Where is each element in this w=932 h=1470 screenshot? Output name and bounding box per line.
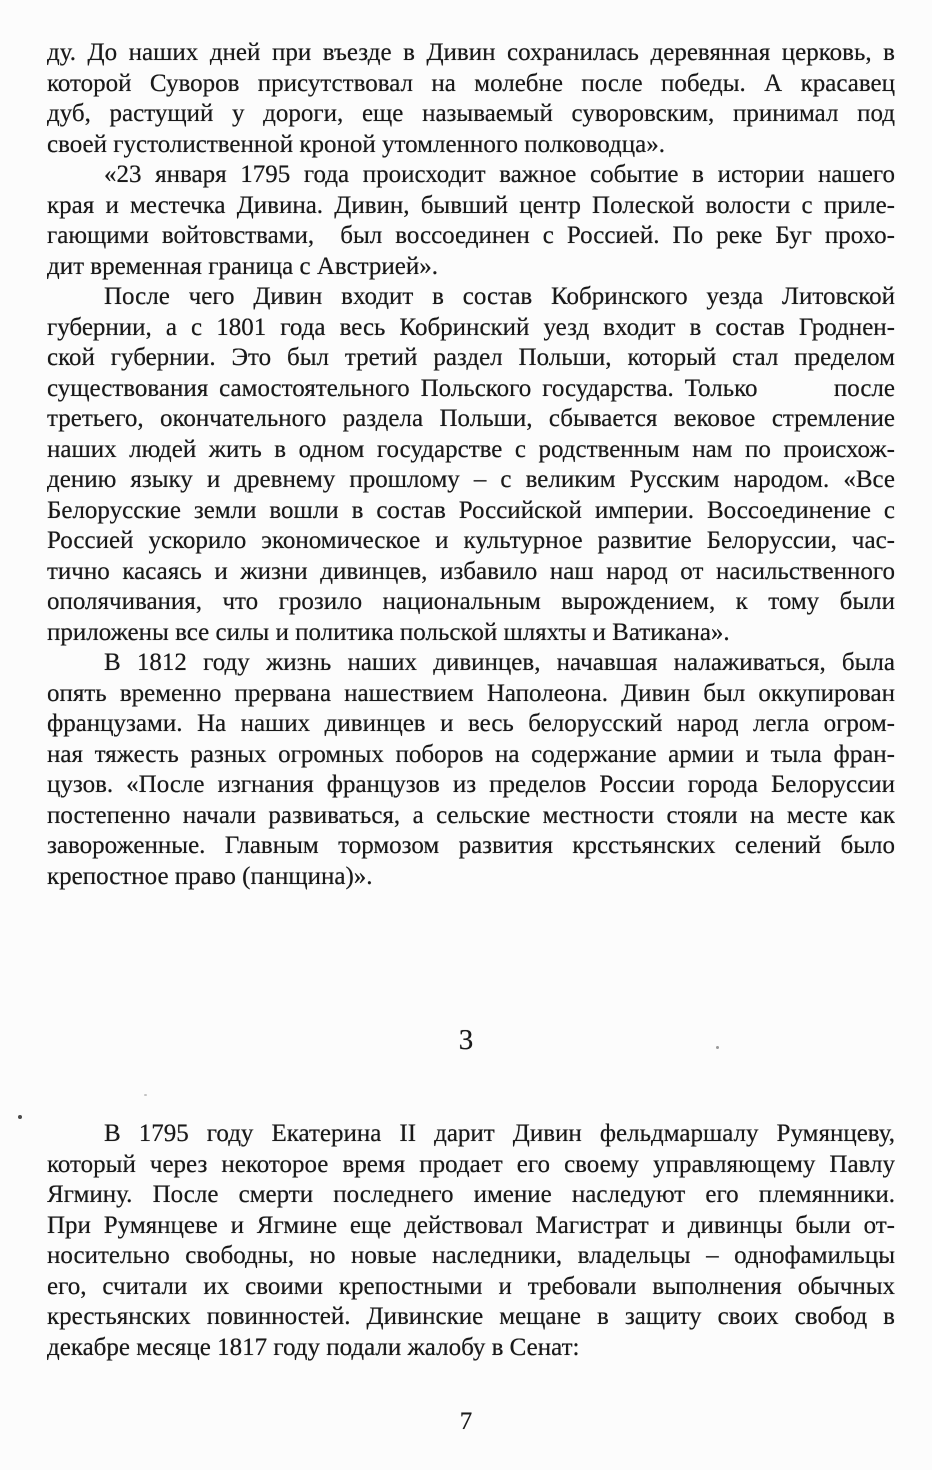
scan-speck [18, 1115, 22, 1119]
text-line: крестьянских повинностей. Дивинские мещане в защиту своих свобод в [47, 1303, 895, 1330]
text-line: При Румянцеве и Ягмине еще действовал Магистрат и дивинцы были от- [47, 1211, 895, 1239]
text-line: крепостное право (панщина)». [47, 862, 373, 890]
scan-speck [144, 1094, 147, 1096]
text-line: дению языку и древнему прошлому – с великим Русским народом. «Все [47, 466, 895, 493]
text-line: дит временная граница с Австрией». [47, 252, 439, 280]
text-line: края и местечка Дивина. Дивин, бывший центр Полеской волости с приле- [47, 191, 895, 219]
text-line: третьего, окончательного раздела Польши, сбывается вековое стремление [47, 405, 895, 432]
text-line: которой Суворов присутствовал на молебне после победы. А красавец [47, 69, 895, 97]
text-line: Белорусские земли вошли в состав Российской империи. Воссоединение с [47, 496, 895, 524]
text-line: декабре месяце 1817 году подали жалобу в Сенат: [47, 1333, 580, 1361]
text-line: В 1812 году жизнь наших дивинцев, начавшая налаживаться, была [104, 649, 895, 676]
text-line: ная тяжесть разных огромных поборов на содержание армии и тыла фран- [47, 740, 895, 768]
text-line: существования самостоятельного Польского государства. Только после [47, 374, 895, 402]
text-line: наших людей жить в одном государстве с родственным нам по происхож- [47, 435, 895, 463]
text-line: ской губернии. Это был третий раздел Польши, который стал пределом [47, 344, 895, 371]
text-line: французами. На наших дивинцев и весь белорусский народ легла огром- [47, 710, 895, 737]
text-line: постепенно начали развиваться, а сельские местности стояли на месте как [47, 801, 895, 829]
text-line: губернии, а с 1801 года весь Кобринский уезд входит в состав Гроднен- [47, 313, 895, 341]
text-line: цузов. «После изгнания французов из пределов России города Белоруссии [47, 771, 895, 798]
text-line: дуб, растущий у дороги, еще называемый суворовским, принимал под [47, 100, 895, 127]
text-line: который через некоторое время продает его своему управляющему Павлу [47, 1150, 895, 1178]
text-line: приложены все силы и политика польской шляхты и Ватикана». [47, 618, 730, 646]
body-text-lower [47, 1119, 895, 1363]
text-line: «23 января 1795 года происходит важное событие в истории нашего [104, 161, 895, 188]
text-line: гающими войтовствами, был воссоединен с Россией. По реке Буг прохо- [47, 222, 895, 249]
page-number: 7 [459, 1408, 473, 1435]
section-heading: 3 [458, 1024, 474, 1056]
text-line: опять временно прервана нашествием Наполеона. Дивин был оккупирован [47, 679, 895, 707]
text-line: ду. До наших дней при въезде в Дивин сохранилась деревянная церковь, в [47, 39, 895, 66]
text-line: своей густолиственной кроной утомленного полководца». [47, 130, 665, 158]
text-line: ополячивания, что грозило национальным вырождением, к тому были [47, 588, 895, 615]
text-line: В 1795 году Екатерина II дарит Дивин фельдмаршалу Румянцеву, [104, 1120, 895, 1147]
text-line: носительно свободны, но новые наследники, владельцы – однофамильцы [47, 1242, 895, 1269]
text-line: Россией ускорило экономическое и культурное развитие Белоруссии, час- [47, 527, 895, 554]
text-line: его, считали их своими крепостными и требовали выполнения обычных [47, 1272, 895, 1300]
text-line: После чего Дивин входит в состав Кобринского уезда Литовской [104, 283, 895, 310]
body-text-upper [47, 38, 895, 892]
text-line: Ягмину. После смерти последнего имение наследуют его племянники. [47, 1181, 895, 1208]
text-line: тично касаясь и жизни дивинцев, избавило наш народ от насильственного [47, 557, 895, 585]
text-line: завороженные. Главным тормозом развития крсстьянских селений было [47, 832, 895, 859]
scan-speck [716, 1046, 719, 1049]
